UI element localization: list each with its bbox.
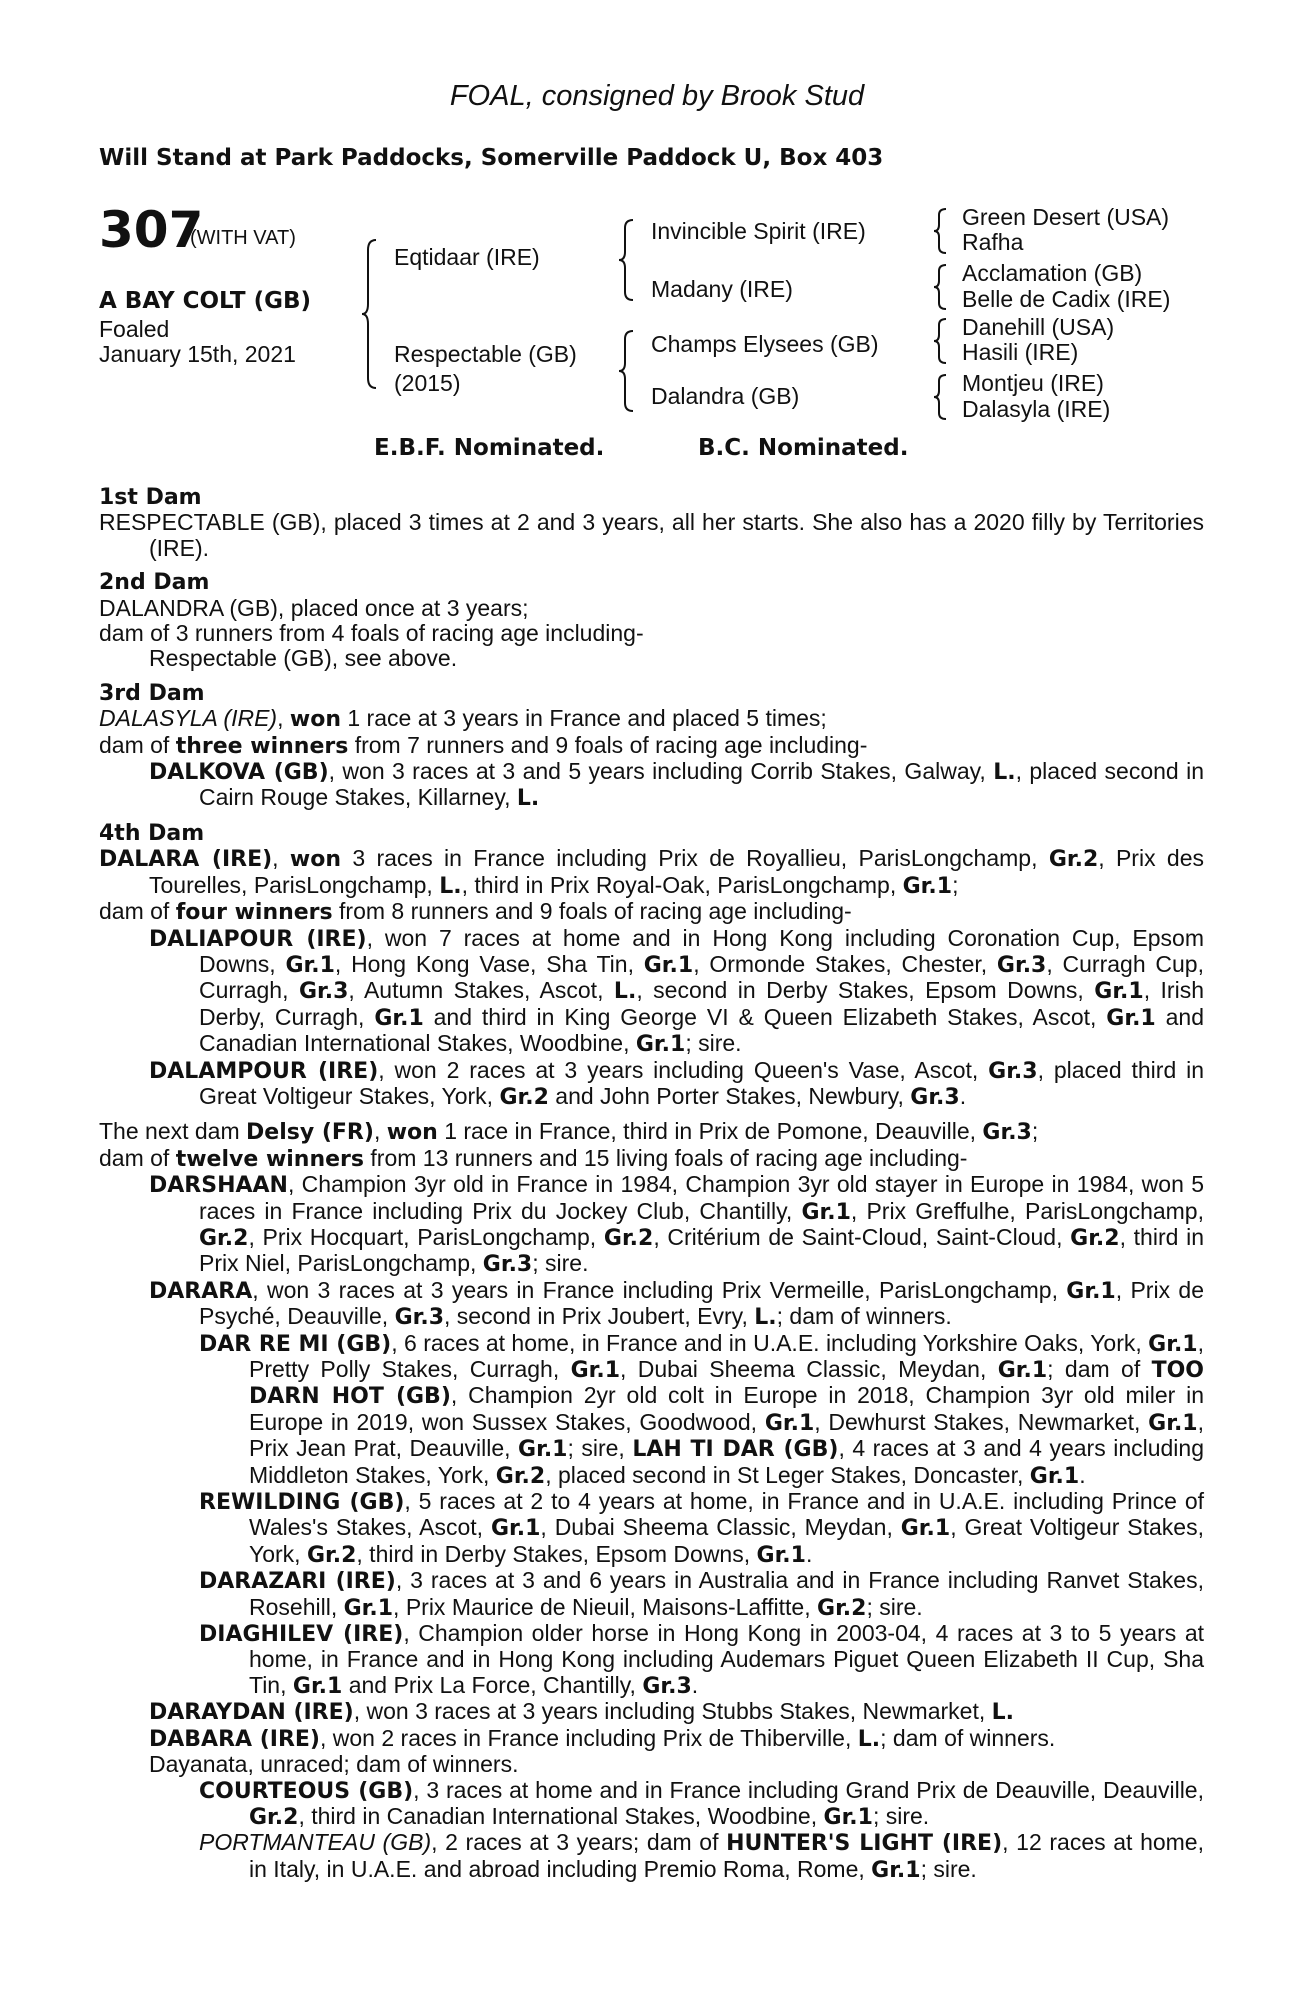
ebf-nomination: E.B.F. Nominated.: [374, 435, 605, 461]
family-notes: [99, 485, 1204, 1892]
pedigree-g4-6: Hasili (IRE): [962, 339, 1079, 365]
third-dam-section: [99, 681, 1204, 812]
pedigree-brace-g4-2: [932, 263, 950, 311]
pedigree-g4-8: Dalasyla (IRE): [962, 396, 1111, 422]
first-dam-text: RESPECTABLE (GB), placed 3 times at 2 and 3 years, all her starts. She also has a 2020 filly by Territories (IRE).: [99, 509, 1204, 561]
pedigree-g4-7: Montjeu (IRE): [962, 370, 1104, 396]
pedigree-dam-dam: Dalandra (GB): [651, 383, 800, 409]
runner-dar-re-mi: DAR RE MI (GB), 6 races at home, in France and in U.A.E. including Yorkshire Oaks, York, Gr.1, Pretty Polly Stakes, Curragh, Gr.1, Dubai Sheema Classic, Meydan, Gr.1; dam of TOO DARN HOT (GB), Champion 2yr old colt in Europe in 2018, Champion 3yr old miler in Europe in 2019, won Sussex Stakes, Goodwood, Gr.1, Dewhurst Stakes, Newmarket, Gr.1, Prix Jean Prat, Deauville, Gr.1; sire, LAH TI DAR (GB), 4 races at 3 and 4 years including Middleton Stakes, York, Gr.2, placed second in St Leger Stakes, Doncaster, Gr.1.: [199, 1329, 1205, 1489]
runner-courteous: COURTEOUS (GB), 3 races at home and in France including Grand Prix de Deauville, Deauville, Gr.2, third in Canadian International Stakes, Woodbine, Gr.1; sire.: [199, 1776, 1204, 1830]
pedigree-brace-gen1: [360, 238, 380, 390]
runner-rewilding: REWILDING (GB), 5 races at 2 to 4 years at home, in France and in U.A.E. including Prince of Wales's Stakes, Ascot, Gr.1, Dubai Sheema Classic, Meydan, Gr.1, Great Voltigeur Stakes, York, Gr.2, third in Derby Stakes, Epsom Downs, Gr.1.: [199, 1488, 1205, 1568]
pedigree-dam: Respectable (GB): [394, 341, 577, 367]
runner-dayanata: Dayanata, unraced; dam of winners.: [149, 1751, 519, 1778]
runner-darazari: DARAZARI (IRE), 3 races at 3 and 6 years in Australia and in France including Ranvet Stakes, Rosehill, Gr.1, Prix Maurice de Nieuil, Maisons-Laffitte, Gr.2; sire.: [199, 1567, 1204, 1621]
bc-nomination: B.C. Nominated.: [698, 435, 909, 461]
pedigree-dam-sire: Champs Elysees (GB): [651, 331, 879, 357]
lot-number: 307: [99, 201, 204, 259]
pedigree-brace-g4-3: [932, 317, 950, 365]
fourth-dam-line1: DALARA (IRE), won 3 races in France including Prix de Royallieu, ParisLongchamp, Gr.2, Prix des Tourelles, ParisLongchamp, L., third in Prix Royal-Oak, ParisLongchamp, Gr.1;: [99, 845, 1204, 899]
runner-dabara: DABARA (IRE), won 2 races in France including Prix de Thiberville, L.; dam of winners.: [149, 1724, 1056, 1752]
second-dam-heading: 2nd Dam: [99, 570, 210, 596]
second-dam-line1: DALANDRA (GB), placed once at 3 years;: [99, 594, 529, 621]
first-dam-section: [99, 485, 1204, 561]
pedigree-g4-2: Rafha: [962, 229, 1024, 255]
runner-diaghilev: DIAGHILEV (IRE), Champion older horse in Hong Kong in 2003-04, 4 races at 3 to 5 years at home, in France and in Hong Kong including Audemars Piguet Queen Elizabeth II Cup, Sha Tin, Gr.1 and Prix La Force, Chantilly, Gr.3.: [199, 1620, 1205, 1699]
pedigree-g4-4: Belle de Cadix (IRE): [962, 286, 1171, 312]
pedigree-dam-year: (2015): [394, 370, 461, 396]
pedigree-brace-sire: [617, 218, 637, 302]
third-dam-line1: DALASYLA (IRE), won 1 race at 3 years in France and placed 5 times;: [99, 705, 827, 733]
pedigree-g4-5: Danehill (USA): [962, 314, 1115, 340]
pedigree-brace-g4-1: [932, 207, 950, 255]
page-title: FOAL, consigned by Brook Stud: [449, 80, 865, 112]
third-dam-heading: 3rd Dam: [99, 680, 205, 706]
next-dam-section: [99, 1119, 1204, 1883]
pedigree-sire-sire: Invincible Spirit (IRE): [651, 218, 866, 244]
fourth-dam-section: [99, 821, 1204, 1110]
third-dam-line2: dam of three winners from 7 runners and 9 foals of racing age including-: [99, 731, 868, 759]
fourth-dam-line2: dam of four winners from 8 runners and 9 foals of racing age including-: [99, 898, 852, 926]
pedigree-g4-1: Green Desert (USA): [962, 204, 1170, 230]
runner-portmanteau: PORTMANTEAU (GB), 2 races at 3 years; dam of HUNTER'S LIGHT (IRE), 12 races at home, in Italy, in U.A.E. and abroad including Premio Roma, Rome, Gr.1; sire.: [199, 1829, 1204, 1883]
next-dam-line2: dam of twelve winners from 13 runners and 15 living foals of racing age including-: [99, 1144, 968, 1172]
third-dam-runner-dalkova: DALKOVA (GB), won 3 races at 3 and 5 years including Corrib Stakes, Galway, L., placed second in Cairn Rouge Stakes, Killarney, L.: [149, 758, 1204, 812]
pedigree-g4-3: Acclamation (GB): [962, 260, 1143, 286]
pedigree-brace-g4-4: [932, 373, 950, 421]
pedigree-sire-dam: Madany (IRE): [651, 276, 793, 302]
first-dam-heading: 1st Dam: [99, 485, 202, 510]
stand-location: Will Stand at Park Paddocks, Somerville Paddock U, Box 403: [99, 145, 884, 171]
fourth-dam-runner-dalampour: DALAMPOUR (IRE), won 2 races at 3 years including Queen's Vase, Ascot, Gr.3, placed third in Great Voltigeur Stakes, York, Gr.2 and John Porter Stakes, Newbury, Gr.3.: [149, 1056, 1205, 1110]
foaled-date: January 15th, 2021: [99, 341, 296, 367]
pedigree-sire: Eqtidaar (IRE): [394, 244, 540, 270]
runner-darshaan: DARSHAAN, Champion 3yr old in France in 1984, Champion 3yr old stayer in Europe in 1984, won 5 races in France including Prix du Jockey Club, Chantilly, Gr.1, Prix Greffulhe, ParisLongchamp, Gr.2, Prix Hocquart, ParisLongchamp, Gr.2, Critérium de Saint-Cloud, Saint-Cloud, Gr.2, third in Prix Niel, ParisLongchamp, Gr.3; sire.: [149, 1171, 1204, 1278]
runner-daraydan: DARAYDAN (IRE), won 3 races at 3 years including Stubbs Stakes, Newmarket, L.: [149, 1698, 1015, 1726]
fourth-dam-runner-daliapour: DALIAPOUR (IRE), won 7 races at home and in Hong Kong including Coronation Cup, Epsom Downs, Gr.1, Hong Kong Vase, Sha Tin, Gr.1, Ormonde Stakes, Chester, Gr.3, Curragh Cup, Curragh, Gr.3, Autumn Stakes, Ascot, L., second in Derby Stakes, Epsom Downs, Gr.1, Irish Derby, Curragh, Gr.1 and third in King George VI & Queen Elizabeth Stakes, Ascot, Gr.1 and Canadian International Stakes, Woodbine, Gr.1; sire.: [149, 924, 1204, 1058]
runner-darara: DARARA, won 3 races at 3 years in France including Prix Vermeille, ParisLongchamp, Gr.1, Prix de Psyché, Deauville, Gr.3, second in Prix Joubert, Evry, L.; dam of winners.: [149, 1276, 1204, 1331]
fourth-dam-heading: 4th Dam: [99, 820, 205, 846]
lot-description: A BAY COLT (GB): [99, 288, 312, 314]
second-dam-section: [99, 570, 1204, 672]
next-dam-line1: The next dam Delsy (FR), won 1 race in France, third in Prix de Pomone, Deauville, Gr.3;: [99, 1118, 1039, 1146]
vat-note: (WITH VAT): [190, 227, 296, 249]
second-dam-line2: dam of 3 runners from 4 foals of racing age including-: [99, 620, 644, 647]
second-dam-runner: Respectable (GB), see above.: [149, 645, 458, 672]
foaled-label: Foaled: [99, 316, 170, 342]
pedigree-brace-dam: [617, 329, 637, 413]
